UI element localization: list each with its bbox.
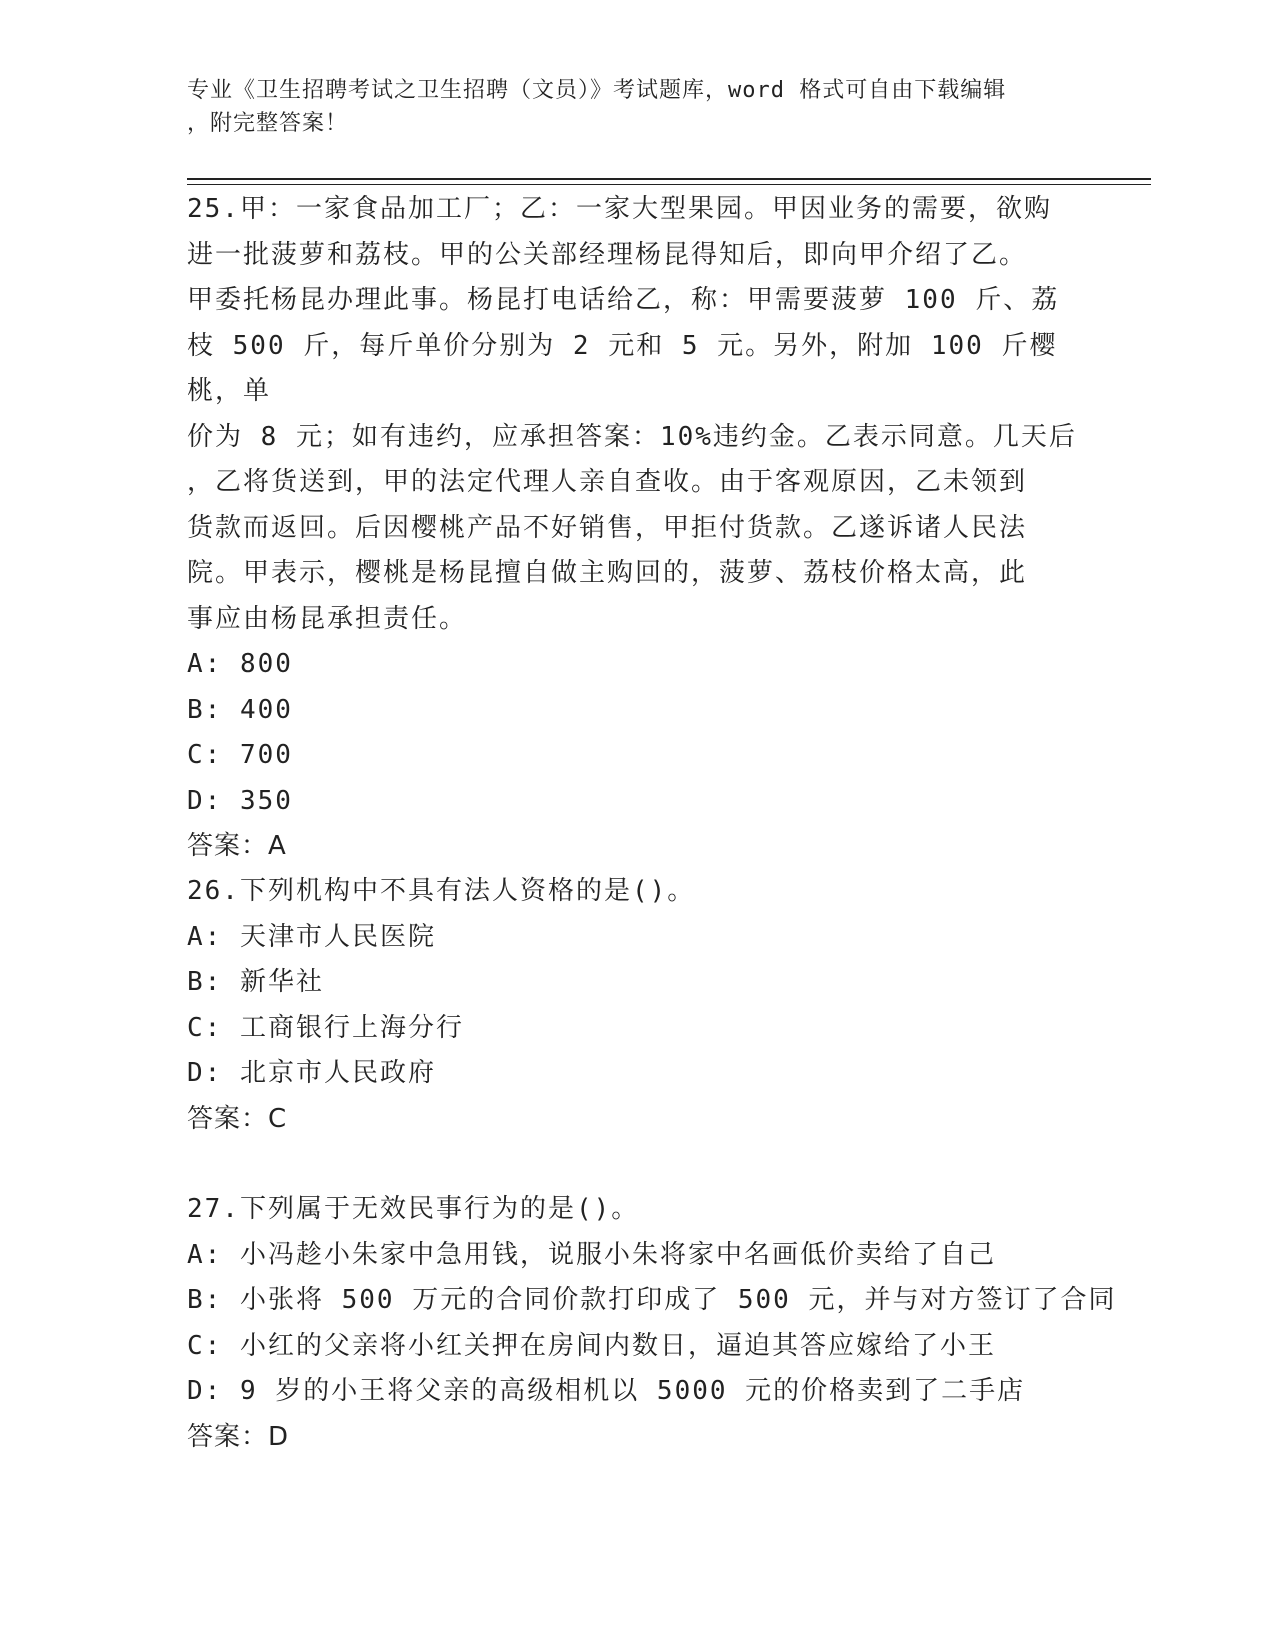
option-c: C: 小红的父亲将小红关押在房间内数日，逼迫其答应嫁给了小王 (187, 1330, 996, 1361)
option-d: D: 9 岁的小王将父亲的高级相机以 5000 元的价格卖到了二手店 (187, 1376, 1026, 1406)
header-divider-thick (187, 178, 1151, 180)
question-stem-line: 26.下列机构中不具有法人资格的是()。 (187, 876, 696, 906)
answer-line: 答案：A (187, 831, 287, 861)
question-stem-line: 价为 8 元；如有违约，应承担答案：10%违约金。乙表示同意。几天后 (187, 421, 1077, 452)
question-stem-line: 货款而返回。后因樱桃产品不好销售，甲拒付货款。乙遂诉诸人民法 (187, 512, 1028, 543)
option-d: D: 北京市人民政府 (187, 1058, 436, 1088)
question-27 (187, 1187, 1117, 1460)
header-line-1: 专业《卫生招聘考试之卫生招聘（文员）》考试题库，word 格式可自由下载编辑 (187, 78, 1007, 103)
option-b: B: 小张将 500 万元的合同价款打印成了 500 元，并与对方签订了合同 (187, 1285, 1117, 1315)
question-stem-line: 27.下列属于无效民事行为的是()。 (187, 1194, 640, 1224)
header-divider-thin (187, 184, 1151, 185)
question-stem-line: 进一批菠萝和荔枝。甲的公关部经理杨昆得知后，即向甲介绍了乙。 (187, 239, 1028, 270)
answer-line: 答案：D (187, 1421, 290, 1452)
answer-line: 答案：C (187, 1103, 288, 1134)
question-26 (187, 869, 1087, 1142)
option-a: A: 小冯趁小朱家中急用钱，说服小朱将家中名画低价卖给了自己 (187, 1239, 996, 1270)
question-stem-line: ，乙将货送到，甲的法定代理人亲自查收。由于客观原因，乙未领到 (187, 467, 1028, 497)
header-line-2: ，附完整答案！ (187, 111, 349, 136)
option-a: A: 800 (187, 649, 293, 679)
option-c: C: 700 (187, 740, 293, 770)
option-a: A: 天津市人民医院 (187, 921, 436, 952)
document-header (187, 74, 1067, 140)
question-stem-line: 25.甲：一家食品加工厂；乙：一家大型果园。甲因业务的需要，欲购 (187, 194, 1052, 224)
question-stem-line: 枝 500 斤，每斤单价分别为 2 元和 5 元。另外，附加 100 斤樱桃，单 (187, 330, 1058, 406)
option-c: C: 工商银行上海分行 (187, 1012, 464, 1043)
option-b: B: 400 (187, 694, 293, 725)
option-b: B: 新华社 (187, 967, 324, 997)
option-d: D: 350 (187, 785, 293, 816)
question-stem-line: 事应由杨昆承担责任。 (187, 603, 468, 634)
question-25 (187, 187, 1087, 870)
question-stem-line: 院。甲表示，樱桃是杨昆擅自做主购回的，菠萝、荔枝价格太高，此 (187, 558, 1028, 588)
question-stem-line: 甲委托杨昆办理此事。杨昆打电话给乙，称：甲需要菠萝 100 斤、荔 (187, 285, 1060, 315)
